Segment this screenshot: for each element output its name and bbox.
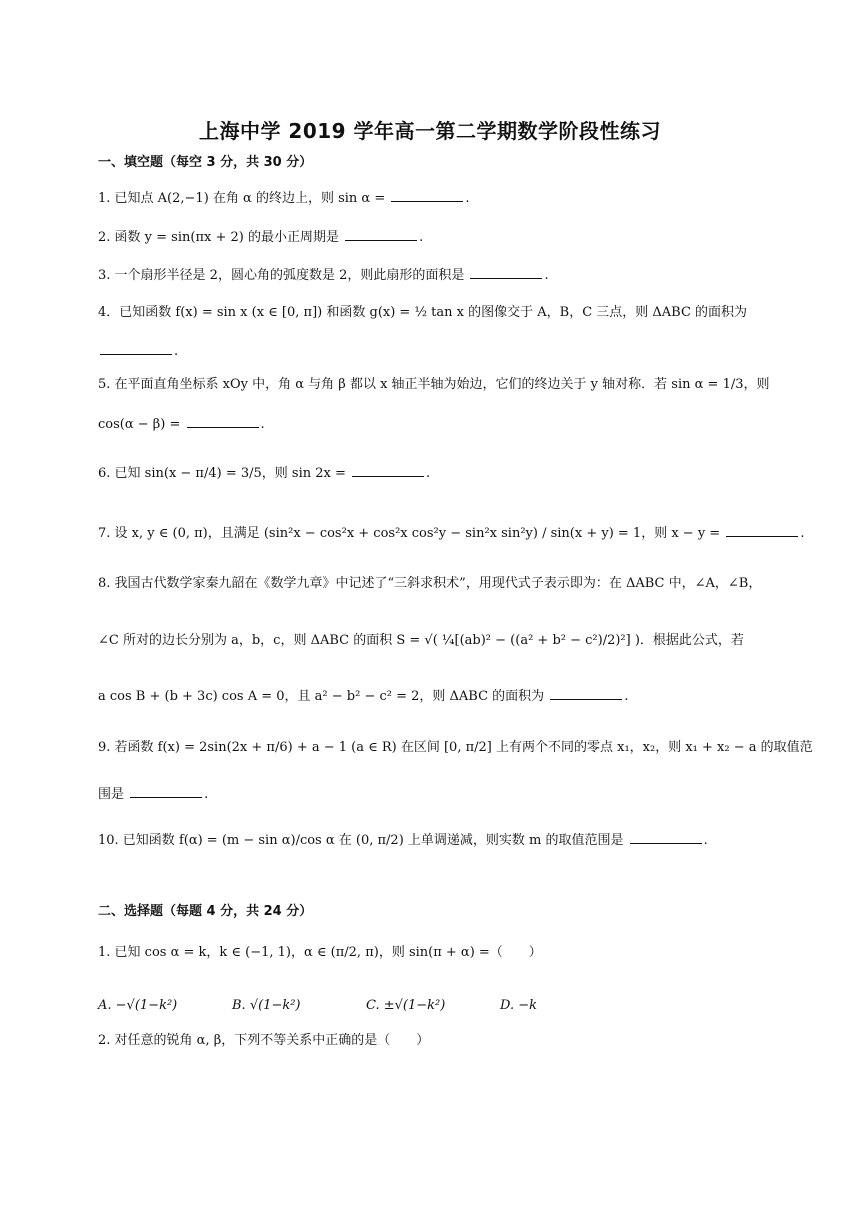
question-text: ∠C 所对的边长分别为 a，b，c，则 ΔABC 的面积 S = √( ¼[(ab)² − ((a² + b² − c²)/2)²] )．根据此公式，若 bbox=[98, 633, 744, 648]
answer-blank bbox=[345, 239, 417, 241]
question-text: 4．已知函数 f(x) = sin x (x ∈ [0, π]) 和函数 g(x) = ½ tan x 的图像交于 A，B，C 三点，则 ΔABC 的面积为 bbox=[98, 305, 748, 320]
question-text: 7. 设 x, y ∈ (0, π)，且满足 (sin²x − cos²x + cos²x cos²y − sin²x sin²y) / sin(x + y) = 1，则 x − y = bbox=[98, 526, 721, 541]
question-text: 5. 在平面直角坐标系 xOy 中，角 α 与角 β 都以 x 轴正半轴为始边，它们的终边关于 y 轴对称．若 sin α = 1/3，则 bbox=[98, 377, 770, 392]
question-text: 10. 已知函数 f(α) = (m − sin α)/cos α 在 (0, π/2) 上单调递减，则实数 m 的取值范围是 bbox=[98, 833, 624, 848]
choice-option-a: A. −√(1−k²) bbox=[98, 998, 178, 1013]
fill-question-6: 6. 已知 sin(x − π/4) = 3/5，则 sin 2x = . bbox=[98, 466, 431, 481]
fill-question-3: 3. 一个扇形半径是 2，圆心角的弧度数是 2，则此扇形的面积是 . bbox=[98, 268, 549, 283]
section-choice-heading: 二、选择题（每题 4 分，共 24 分） bbox=[98, 904, 313, 919]
question-text: 1. 已知 cos α = k，k ∈ (−1, 1)，α ∈ (π/2, π)，则 sin(π + α) =（ ） bbox=[98, 945, 542, 960]
fill-question-9-cont: 围是 . bbox=[98, 787, 209, 802]
question-text: 6. 已知 sin(x − π/4) = 3/5，则 sin 2x = bbox=[98, 466, 346, 481]
section-fill-heading: 一、填空题（每空 3 分，共 30 分） bbox=[98, 155, 313, 170]
question-text: 8. 我国古代数学家秦九韶在《数学九章》中记述了“三斜求积术”，用现代式子表示即为：在 ΔABC 中，∠A，∠B， bbox=[98, 576, 762, 591]
question-text: a cos B + (b + 3c) cos A = 0，且 a² − b² − c² = 2，则 ΔABC 的面积为 bbox=[98, 689, 545, 704]
question-text: 围是 bbox=[98, 787, 125, 802]
answer-blank bbox=[100, 353, 172, 355]
fill-question-4-blank-line: . bbox=[98, 345, 178, 358]
choice-option-b: B. √(1−k²) bbox=[232, 998, 301, 1013]
answer-blank bbox=[550, 698, 622, 700]
fill-question-2: 2. 函数 y = sin(πx + 2) 的最小正周期是 . bbox=[98, 230, 424, 245]
fill-question-9 bbox=[98, 741, 813, 754]
fill-question-8-end: a cos B + (b + 3c) cos A = 0，且 a² − b² − c² = 2，则 ΔABC 的面积为 . bbox=[98, 689, 629, 704]
choice-question-1 bbox=[98, 946, 542, 959]
answer-blank bbox=[470, 277, 542, 279]
answer-blank bbox=[187, 426, 259, 428]
choice-question-2 bbox=[98, 1034, 429, 1047]
answer-blank bbox=[630, 842, 702, 844]
fill-question-7: 7. 设 x, y ∈ (0, π)，且满足 (sin²x − cos²x + cos²x cos²y − sin²x sin²y) / sin(x + y) = 1，则 x − y = . bbox=[98, 526, 805, 541]
page-title: 上海中学 2019 学年高一第二学期数学阶段性练习 bbox=[198, 119, 662, 143]
choice-option-c: C. ±√(1−k²) bbox=[366, 998, 446, 1013]
choice-option-d: D. −k bbox=[500, 998, 537, 1013]
fill-question-1: 1. 已知点 A(2,−1) 在角 α 的终边上，则 sin α = . bbox=[98, 191, 470, 206]
fill-question-4 bbox=[98, 306, 747, 319]
answer-blank bbox=[130, 796, 202, 798]
answer-blank bbox=[726, 535, 798, 537]
fill-question-8-cont bbox=[98, 634, 744, 647]
question-text: 1. 已知点 A(2,−1) 在角 α 的终边上，则 sin α = bbox=[98, 191, 386, 206]
answer-blank bbox=[352, 475, 424, 477]
question-text: 2. 函数 y = sin(πx + 2) 的最小正周期是 bbox=[98, 230, 339, 245]
question-text: 3. 一个扇形半径是 2，圆心角的弧度数是 2，则此扇形的面积是 bbox=[98, 268, 465, 283]
fill-question-10: 10. 已知函数 f(α) = (m − sin α)/cos α 在 (0, π/2) 上单调递减，则实数 m 的取值范围是 . bbox=[98, 833, 708, 848]
question-text: 9. 若函数 f(x) = 2sin(2x + π/6) + a − 1 (a ∈ R) 在区间 [0, π/2] 上有两个不同的零点 x₁，x₂，则 x₁ + x₂ − a 的取值范 bbox=[98, 740, 813, 755]
fill-question-5-cont: cos(α − β) = . bbox=[98, 417, 265, 432]
question-text: 2. 对任意的锐角 α, β，下列不等关系中正确的是（ ） bbox=[98, 1033, 430, 1048]
answer-blank bbox=[391, 200, 463, 202]
fill-question-8 bbox=[98, 577, 761, 590]
question-text: cos(α − β) = bbox=[98, 417, 181, 432]
fill-question-5 bbox=[98, 378, 770, 391]
